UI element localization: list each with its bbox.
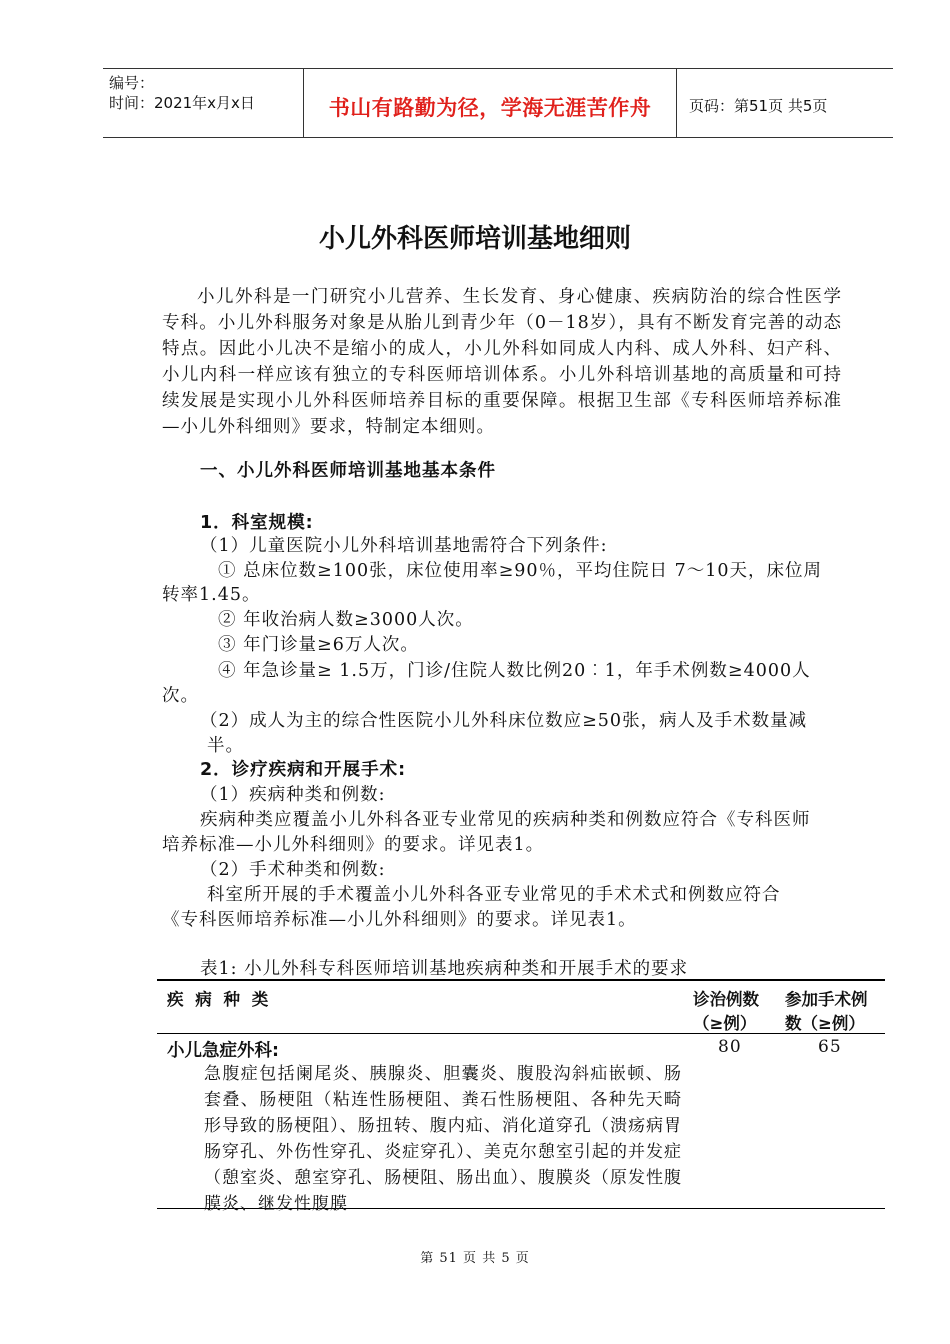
row-surgeries: 65	[818, 1037, 842, 1057]
condition-1-line-b: 转率1.45。	[162, 585, 261, 605]
row-description: 急腹症包括阑尾炎、胰腺炎、胆囊炎、腹股沟斜疝嵌顿、肠套叠、肠梗阻（粘连性肠梗阻、粪石性肠梗阻、各种先天畸形导致的肠梗阻）、肠扭转、腹内疝、消化道穿孔（溃疡病胃肠穿孔、外伤性穿孔、炎症穿孔）、美克尔憩室引起的并发症（憩室炎、憩室穿孔、肠梗阻、肠出血）、腹膜炎（原发性腹膜炎、继发性腹膜	[204, 1064, 682, 1214]
motto: 书山有路勤为径，学海无涯苦作舟	[328, 96, 652, 120]
page-info: 页码：第51页 共5页	[689, 97, 828, 115]
section-heading: 一、小儿外科医师培训基地基本条件	[200, 461, 496, 481]
col-header-disease: 疾 病 种 类	[167, 990, 272, 1009]
table-caption: 表1: 小儿外科专科医师培训基地疾病种类和开展手术的要求	[200, 959, 689, 979]
surgery-types-line-a: 科室所开展的手术覆盖小儿外科各亚专业常见的手术术式和例数应符合	[207, 885, 781, 905]
time-label: 时间：2021年x月x日	[109, 94, 255, 112]
requirements-table	[157, 979, 885, 1214]
condition-3: ③ 年门诊量≥6万人次。	[218, 635, 419, 655]
header-divider	[157, 1033, 885, 1034]
page-header	[103, 68, 893, 138]
header-motto-cell	[304, 69, 677, 137]
item-heading-scale: 1．科室规模:	[200, 513, 314, 533]
intro-paragraph: 小儿外科是一门研究小儿营养、生长发育、身心健康、疾病防治的综合性医学专科。小儿外科服务对象是从胎儿到青少年（0－18岁），具有不断发育完善的动态特点。因此小儿决不是缩小的成人，小儿外科如同成人内科、成人外科、妇产科、小儿内科一样应该有独立的专科医师培训体系。小儿外科培训基地的高质量和可持续发展是实现小儿外科医师培养目标的重要保障。根据卫生部《专科医师培养标准—小儿外科细则》要求，特制定本细则。	[162, 287, 842, 437]
condition-1-line-a: ① 总床位数≥100张，床位使用率≥90％，平均住院日 7～10天，床位周	[218, 561, 823, 581]
col-header-cases-b: （≥例）	[693, 1014, 757, 1033]
condition-4-line-a: ④ 年急诊量≥ 1.5万，门诊/住院人数比例20︰1，年手术例数≥4000人	[218, 661, 811, 681]
page-footer: 第 51 页 共 5 页	[420, 1251, 530, 1266]
header-meta-cell	[103, 69, 304, 137]
surgery-types-line-b: 《专科医师培养标准—小儿外科细则》的要求。详见表1。	[162, 910, 637, 930]
row-cases: 80	[718, 1037, 742, 1057]
disease-types-heading: （1）疾病种类和例数:	[200, 785, 386, 805]
condition-2: ② 年收治病人数≥3000人次。	[218, 610, 474, 630]
item-heading-diseases: 2．诊疗疾病和开展手术:	[200, 760, 407, 780]
header-page-cell	[677, 69, 893, 137]
disease-types-line-b: 培养标准—小儿外科细则》的要求。详见表1。	[162, 835, 545, 855]
col-header-cases-a: 诊治例数	[693, 990, 759, 1009]
row-category: 小儿急症外科:	[167, 1041, 279, 1061]
general-hospital-line-b: 半。	[207, 736, 244, 756]
col-header-surgeries-b: 数（≥例）	[785, 1014, 865, 1033]
number-label: 编号：	[109, 74, 155, 92]
col-header-surgeries-a: 参加手术例	[785, 990, 868, 1009]
document-title: 小儿外科医师培训基地细则	[318, 224, 631, 254]
disease-types-line-a: 疾病种类应覆盖小儿外科各亚专业常见的疾病种类和例数应符合《专科医师	[200, 810, 811, 830]
condition-4-line-b: 次。	[162, 686, 199, 706]
condition-intro: （1）儿童医院小儿外科培训基地需符合下列条件:	[200, 536, 608, 556]
surgery-types-heading: （2）手术种类和例数:	[200, 860, 386, 880]
general-hospital-line-a: （2）成人为主的综合性医院小儿外科床位数应≥50张，病人及手术数量减	[200, 711, 808, 731]
